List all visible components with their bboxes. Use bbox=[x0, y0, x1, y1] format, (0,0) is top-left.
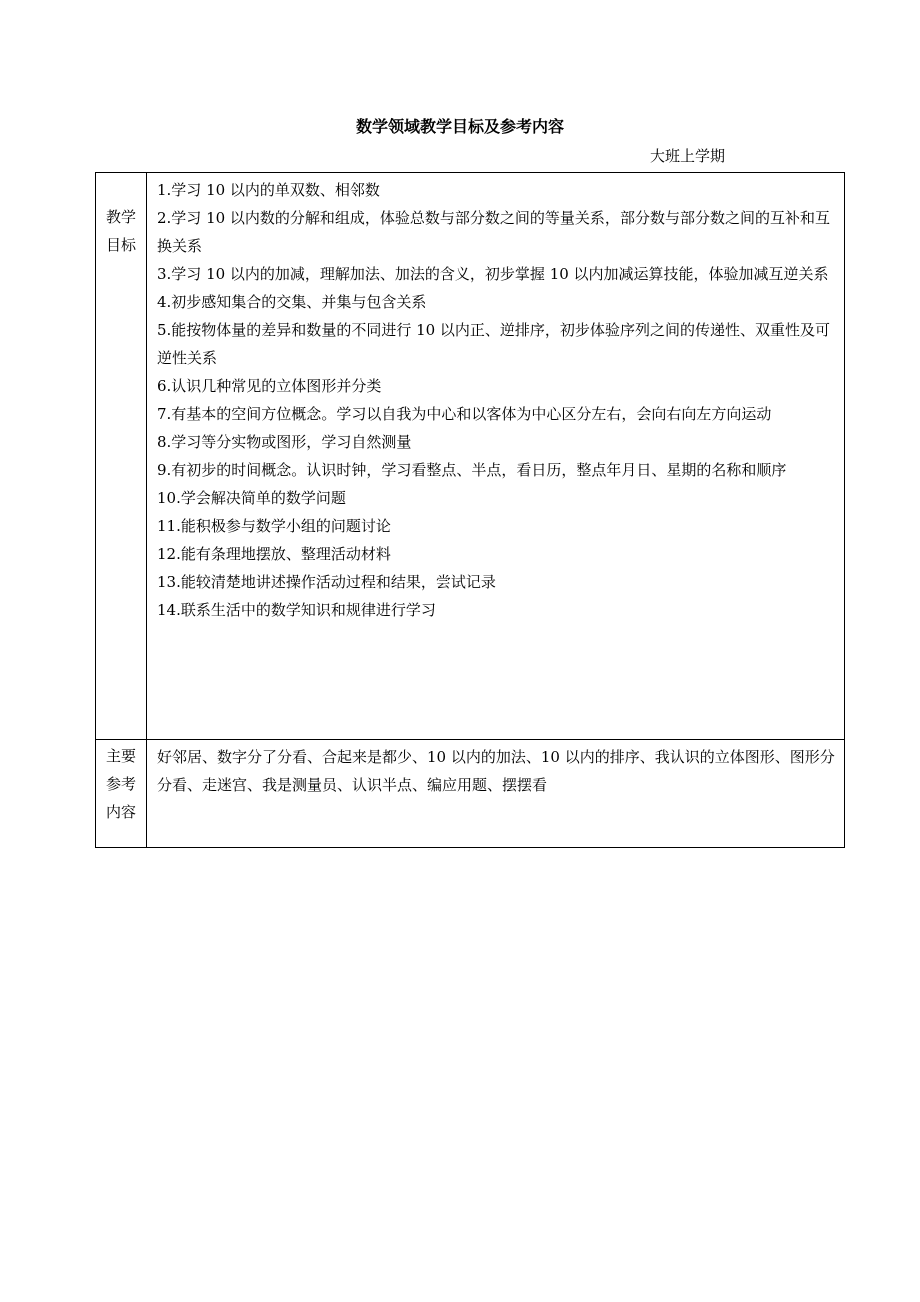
goals-content-cell bbox=[147, 173, 845, 740]
goal-item: 5.能按物体量的差异和数量的不同进行 10 以内正、逆排序，初步体验序列之间的传递性、双重性及可逆性关系 bbox=[157, 321, 830, 367]
goal-item: 4.初步感知集合的交集、并集与包含关系 bbox=[157, 293, 427, 311]
goals-label-line1: 教学 bbox=[105, 208, 136, 226]
document-subtitle: 大班上学期 bbox=[650, 147, 726, 165]
goal-item: 3.学习 10 以内的加减，理解加法、加法的含义，初步掌握 10 以内加减运算技能，体验加减互逆关系 bbox=[157, 265, 829, 283]
goal-item: 9.有初步的时间概念。认识时钟，学习看整点、半点，看日历，整点年月日、星期的名称和顺序 bbox=[157, 461, 787, 479]
goal-item: 8.学习等分实物或图形，学习自然测量 bbox=[157, 433, 412, 451]
goal-item: 10.学会解决简单的数学问题 bbox=[157, 489, 346, 507]
goal-item: 11.能积极参与数学小组的问题讨论 bbox=[157, 517, 391, 535]
goals-label-cell bbox=[96, 173, 147, 740]
reference-label-line3: 内容 bbox=[105, 803, 136, 821]
goal-item: 6.认识几种常见的立体图形并分类 bbox=[157, 377, 382, 395]
goal-item: 2.学习 10 以内数的分解和组成，体验总数与部分数之间的等量关系，部分数与部分数之间的互补和互换关系 bbox=[157, 209, 830, 255]
reference-label-line1: 主要 bbox=[105, 747, 136, 765]
table-row-reference bbox=[96, 740, 845, 848]
goal-item: 12.能有条理地摆放、整理活动材料 bbox=[157, 545, 391, 563]
goal-item: 1.学习 10 以内的单双数、相邻数 bbox=[157, 181, 380, 199]
reference-label-line2: 参考 bbox=[105, 775, 136, 793]
table-row-goals bbox=[96, 173, 845, 740]
goal-item: 14.联系生活中的数学知识和规律进行学习 bbox=[157, 601, 436, 619]
goal-item: 7.有基本的空间方位概念。学习以自我为中心和以客体为中心区分左右，会向右向左方向运动 bbox=[157, 405, 772, 423]
reference-content-cell bbox=[147, 740, 845, 848]
document-title: 数学领域教学目标及参考内容 bbox=[355, 117, 564, 136]
goals-label-line2: 目标 bbox=[105, 236, 136, 254]
reference-label-cell bbox=[96, 740, 147, 848]
goals-table bbox=[95, 172, 845, 848]
goal-item: 13.能较清楚地讲述操作活动过程和结果，尝试记录 bbox=[157, 573, 496, 591]
reference-content-text: 好邻居、数字分了分看、合起来是都少、10 以内的加法、10 以内的排序、我认识的立体图形、图形分分看、走迷宫、我是测量员、认识半点、编应用题、摆摆看 bbox=[157, 748, 835, 794]
